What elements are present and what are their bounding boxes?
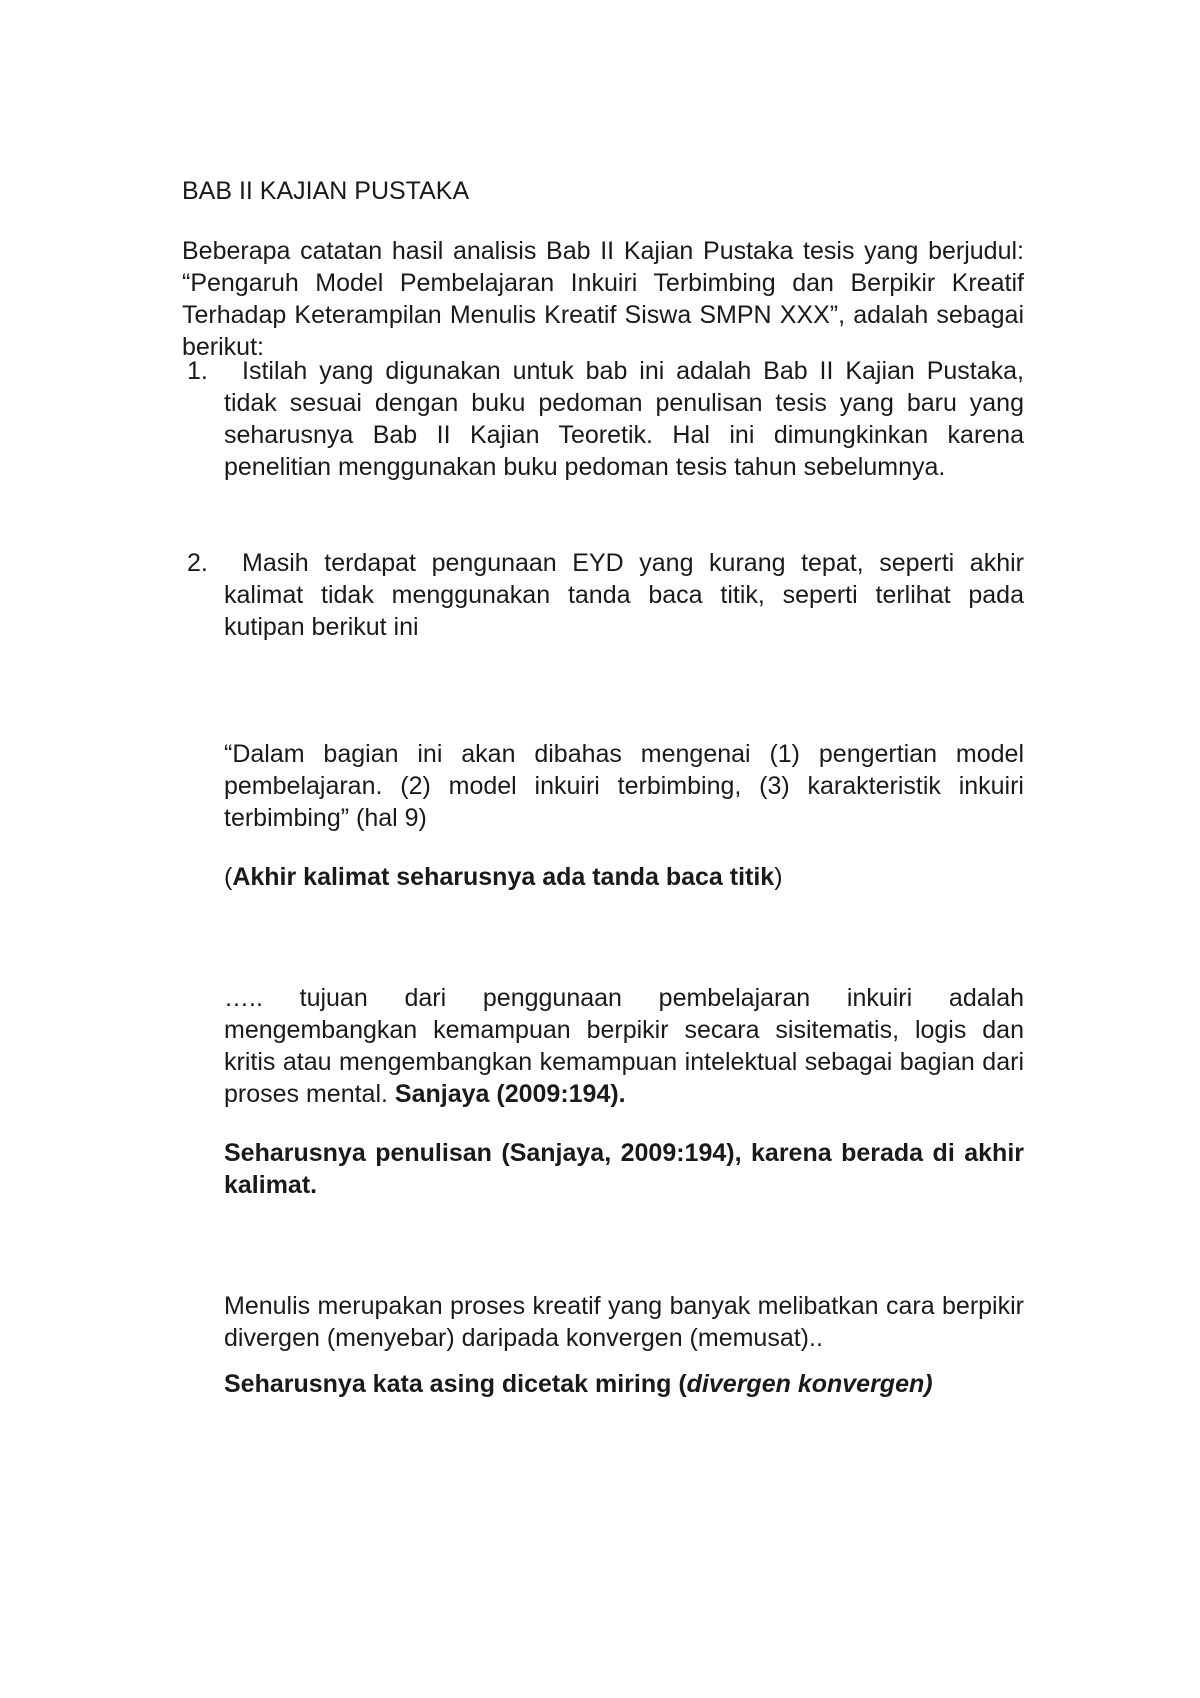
list-item: [182, 547, 1024, 643]
intro-paragraph: Beberapa catatan hasil analisis Bab II Kajian Pustaka tesis yang berjudul: “Pengaruh Model Pembelajaran Inkuiri Terbimbing dan Berpikir Kreatif Terhadap Keterampilan Menulis Kreatif Siswa SMPN XXX”, adalah sebagai berikut:: [182, 237, 1024, 361]
list-item: [182, 355, 1024, 483]
quote-excerpt: “Dalam bagian ini akan dibahas mengenai (1) pengertian model pembelajaran. (2) model inkuiri terbimbing, (3) karakteristik inkuiri terbimbing” (hal 9): [224, 740, 1024, 832]
list-item-text-content: Istilah yang digunakan untuk bab ini adalah Bab II Kajian Pustaka, tidak sesuai dengan buku pedoman penulisan tesis yang baru yang seharusnya Bab II Kajian Teoretik. Hal ini dimungkinkan karena penelitian menggunakan buku pedoman tesis tahun sebelumnya.: [224, 357, 1024, 481]
note-text: Akhir kalimat seharusnya ada tanda baca titik: [232, 863, 775, 891]
list-item-number: 1.: [187, 357, 208, 385]
correction-note: Seharusnya penulisan (Sanjaya, 2009:194), karena berada di akhir kalimat.: [224, 1139, 1024, 1199]
list-item-text-content: Masih terdapat pengunaan EYD yang kurang tepat, seperti akhir kalimat tidak menggunakan tanda baca titik, seperti terlihat pada kutipan berikut ini: [224, 549, 1024, 641]
correction-note: [224, 1368, 1024, 1400]
note-open-paren: (: [224, 863, 233, 891]
note-text: Seharusnya kata asing dicetak miring (: [224, 1370, 687, 1398]
quote-excerpt: [224, 982, 1024, 1110]
list-item-text: [224, 355, 1024, 483]
list-item-number: 2.: [187, 549, 208, 577]
list-item-text: [224, 547, 1024, 643]
chapter-heading: BAB II KAJIAN PUSTAKA: [182, 177, 470, 205]
quote-citation: Sanjaya (2009:194).: [394, 1080, 626, 1108]
note-close-paren: ): [774, 863, 783, 891]
note-italic-terms: divergen konvergen): [686, 1370, 933, 1398]
quote-text: ….. tujuan dari penggunaan pembelajaran inkuiri adalah mengembangkan kemampuan berpikir secara sisitematis, logis dan kritis atau mengembangkan kemampuan intelektual sebagai bagian dari proses mental.: [224, 984, 1024, 1108]
quote-excerpt: Menulis merupakan proses kreatif yang banyak melibatkan cara berpikir divergen (menyebar) daripada konvergen (memusat)..: [224, 1292, 1024, 1352]
correction-note: [224, 861, 1024, 893]
